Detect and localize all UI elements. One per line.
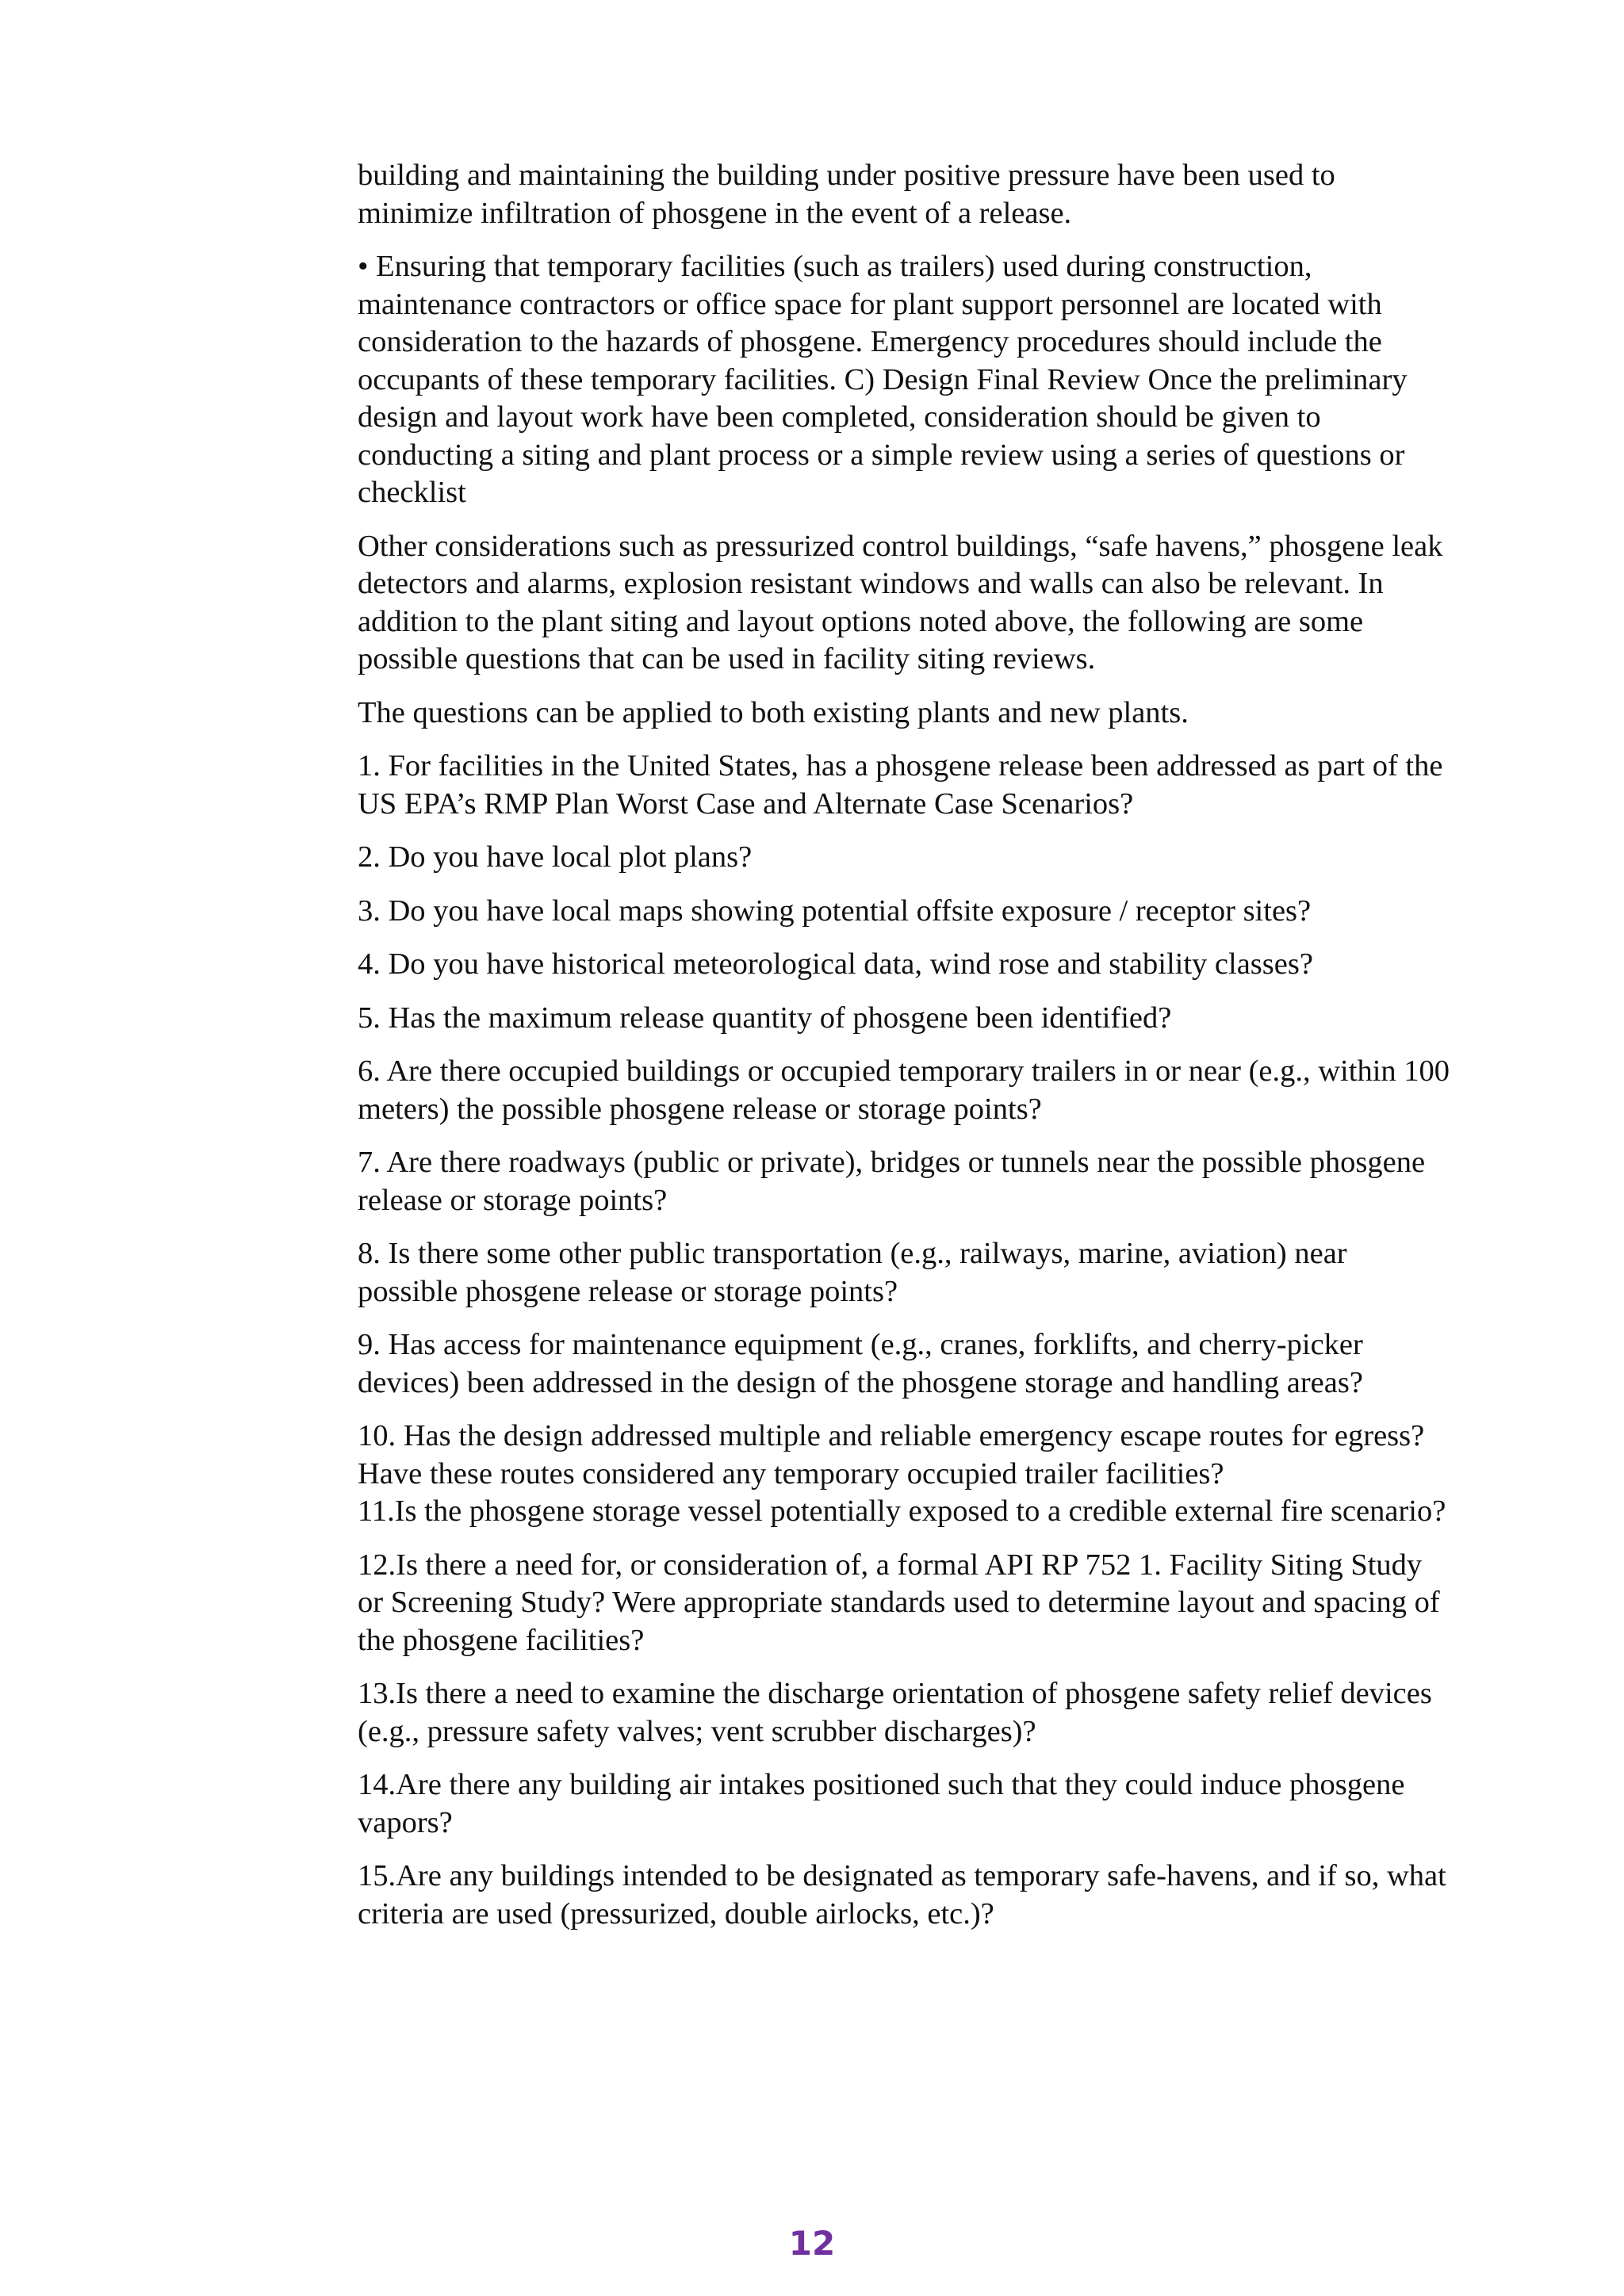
question-8: 8. Is there some other public transportation (e.g., railways, marine, aviation) near possible phosgene release or storage points? bbox=[358, 1237, 1347, 1308]
question-13: 13.Is there a need to examine the discharge orientation of phosgene safety relief devices (e.g., pressure safety valves; vent scrubber discharges)? bbox=[358, 1677, 1432, 1748]
paragraph-other-considerations: Other considerations such as pressurized control buildings, “safe havens,” phosgene leak detectors and alarms, explosion resistant windows and walls can also be relevant. In addition to the plant siting and layout options noted above, the following are some possible questions that can be used in facility siting reviews. bbox=[358, 529, 1443, 675]
question-6: 6. Are there occupied buildings or occupied temporary trailers in or near (e.g., within 100 meters) the possible phosgene release or storage points? bbox=[358, 1054, 1450, 1126]
question-4: 4. Do you have historical meteorological data, wind rose and stability classes? bbox=[358, 947, 1313, 981]
document-body bbox=[358, 157, 1452, 1949]
question-3: 3. Do you have local maps showing potential offsite exposure / receptor sites? bbox=[358, 894, 1312, 928]
question-7: 7. Are there roadways (public or private), bridges or tunnels near the possible phosgene release or storage points? bbox=[358, 1146, 1426, 1217]
question-12: 12.Is there a need for, or consideration of, a formal API RP 752 1. Facility Siting Study or Screening Study? Were appropriate standards used to determine layout and spacing of the phosgene facilities? bbox=[358, 1548, 1440, 1657]
paragraph-temporary-facilities: • Ensuring that temporary facilities (such as trailers) used during construction, maintenance contractors or office space for plant support personnel are located with consideration to the hazards of phosgene. Emergency procedures should include the occupants of these temporary facilities. C) Design Final Review Once the preliminary design and layout work have been completed, consideration should be given to conducting a siting and plant process or a simple review using a series of questions or checklist bbox=[358, 250, 1408, 509]
question-15: 15.Are any buildings intended to be designated as temporary safe-havens, and if so, what criteria are used (pressurized, double airlocks, etc.)? bbox=[358, 1859, 1446, 1931]
question-10: 10. Has the design addressed multiple and reliable emergency escape routes for egress? Have these routes considered any temporary occupied trailer facilities? bbox=[358, 1419, 1425, 1490]
page-number: 12 bbox=[788, 2224, 836, 2263]
question-14: 14.Are there any building air intakes positioned such that they could induce phosgene vapors? bbox=[358, 1768, 1405, 1839]
question-9: 9. Has access for maintenance equipment (e.g., cranes, forklifts, and cherry-picker devices) been addressed in the design of the phosgene storage and handling areas? bbox=[358, 1328, 1363, 1399]
question-5: 5. Has the maximum release quantity of phosgene been identified? bbox=[358, 1001, 1172, 1035]
paragraph-positive-pressure: building and maintaining the building under positive pressure have been used to minimize infiltration of phosgene in the event of a release. bbox=[358, 159, 1335, 230]
paragraph-questions-intro: The questions can be applied to both existing plants and new plants. bbox=[358, 695, 1189, 729]
question-2: 2. Do you have local plot plans? bbox=[358, 840, 753, 874]
question-11: 11.Is the phosgene storage vessel potentially exposed to a credible external fire scenario? bbox=[358, 1494, 1446, 1528]
question-1: 1. For facilities in the United States, has a phosgene release been addressed as part of the US EPA’s RMP Plan Worst Case and Alternate Case Scenarios? bbox=[358, 749, 1443, 821]
